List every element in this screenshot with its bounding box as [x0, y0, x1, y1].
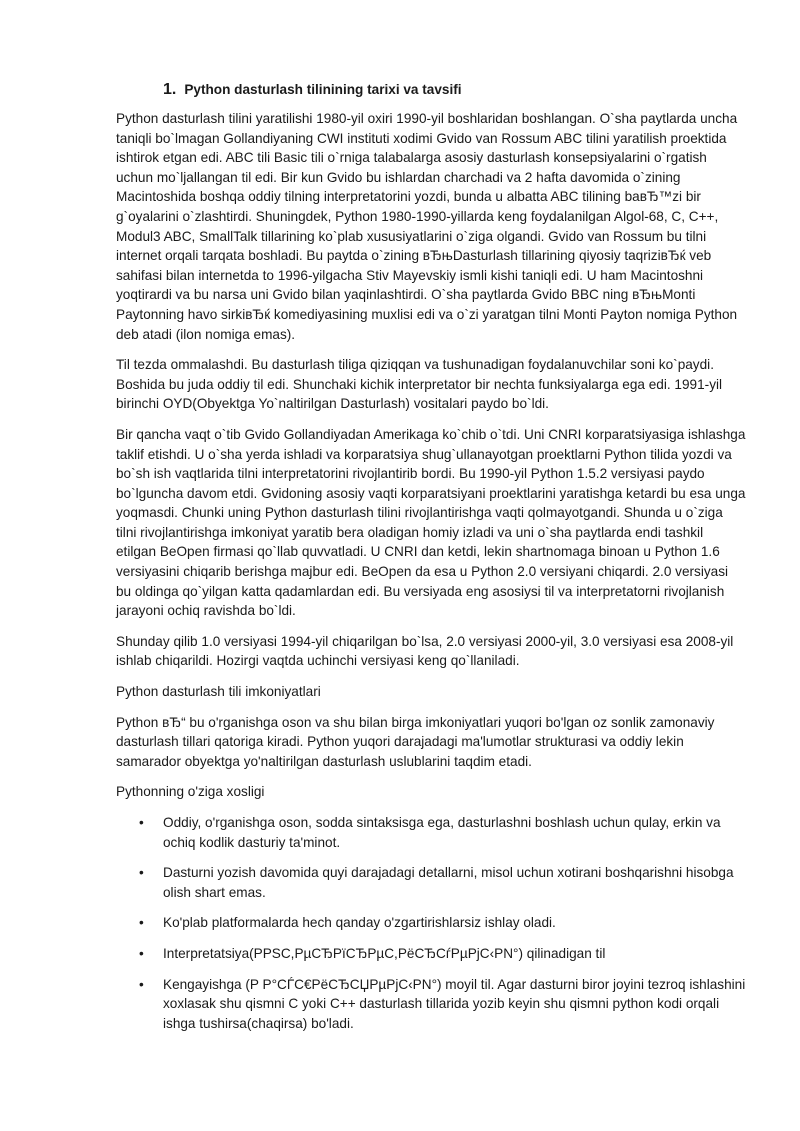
heading-number: 1.: [163, 81, 177, 98]
features-list: [116, 813, 746, 1033]
subheading-capabilities: Python dasturlash tili imkoniyatlari: [116, 684, 321, 700]
document-body: [116, 109, 746, 1044]
paragraph-versions: Shunday qilib 1.0 versiyasi 1994-yil chiqarilgan bo`lsa, 2.0 versiyasi 2000-yil, 3.0 versiyasi esa 2008-yil ishlab chiqarildi. Hozirgi vaqtda uchinchi versiyasi keng qo`llaniladi.: [116, 633, 734, 669]
list-item-text: Oddiy, o'rganishga oson, sodda sintaksisga ega, dasturlashni boshlash uchun qulay, erkin va ochiq kodlik dasturiy ta'minot.: [163, 815, 721, 850]
paragraph-capabilities: Python вЂ“ bu o'rganishga oson va shu bilan birga imkoniyatlari yuqori bo'lgan oz sonlik zamonaviy dasturlash tillari qatoriga kiradi. Python yuqori darajadagi ma'lumotlar strukturasi va oddiy lekin samarador obyektga yo'naltirilgan dasturlash uslublarini taqdim etadi.: [116, 714, 715, 769]
list-item-text: Kengayishga (P P°CЃC€PёCЂCЏPµPjC‹PN°) moyil til. Agar dasturni biror joyini tezroq ishlashini xoxlasak shu qismni C yoki C++ dasturlash tillarida yozib keyin shu qismni python kodi orqali ishga tushirsa(chaqirsa) bo'ladi.: [163, 976, 746, 1031]
bullet-icon: •: [139, 976, 144, 992]
heading-text: Python dasturlash tilinining tarixi va tavsifi: [184, 82, 462, 97]
paragraph-popularity: Til tezda ommalashdi. Bu dasturlash tiliga qiziqqan va tushunadigan foydalanuvchilar soni ko`paydi. Boshida bu juda oddiy til edi. Shunchaki kichik interpretator bir nechta funksiyalarga ega edi. 1991-yil birinchi OYD(Obyektga Yo`naltirilgan Dasturlash) vositalari paydo bo`ldi.: [116, 357, 723, 412]
paragraph-history-origin: Python dasturlash tilini yaratilishi 1980-yil oxiri 1990-yil boshlaridan boshlangan. O`sha paytlarda uncha taniqli bo`lmagan Gollandiyaning CWI instituti xodimi Gvido van Rossum ABC tilini yaratilish proektida ishtirok etgan edi. ABC tili Basic tili o`rniga talabalarga asosiy dasturlash konsepsiyalarini o`rgatish uchun mo`ljallangan til edi. Bir kun Gvido bu ishlardan charchadi va 2 hafta davomida o`zining Macintoshida boshqa oddiy tilning interpretatorini yozdi, bunda u albatta ABC tilining baвЂ™zi bir g`oyalarini o`zlashtirdi. Shuningdek, Python 1980-1990-yillarda keng foydalanilgan Algol-68, C, C++, Modul3 ABC, SmallTalk tillarining ko`plab xususiyatlarini o`ziga olgandi. Gvido van Rossum bu tilni internet orqali tarqata boshladi. Bu paytda o`zining вЂњDasturlash tillarining qiyosiy taqriziвЂќ veb sahifasi bilan internetda to 1996-yilgacha Stiv Mayevskiy ismli kishi taniqli edi. U ham Macintoshni yoqtirardi va bu narsa uni Gvido bilan yaqinlashtirdi. O`sha paytlarda Gvido BBC ning вЂњMonti Paytonning havo sirkiвЂќ komediyasining muxlisi edi va o`zi yaratgan tilni Monti Payton nomiga Python deb atadi (ilon nomiga emas).: [116, 111, 738, 342]
subheading-features: Pythonning o'ziga xosligi: [116, 784, 265, 800]
list-item: [116, 975, 746, 1034]
list-item-text: Ko'plab platformalarda hech qanday o'zgartirishlarsiz ishlay oladi.: [163, 915, 556, 931]
bullet-icon: •: [139, 945, 144, 961]
list-item: [116, 944, 746, 964]
list-item-text: Dasturni yozish davomida quyi darajadagi detallarni, misol uchun xotirani boshqarishni hisobga olish shart emas.: [163, 865, 734, 900]
list-item: [116, 863, 746, 902]
list-item: [116, 913, 746, 933]
list-item: [116, 813, 746, 852]
bullet-icon: •: [139, 815, 144, 830]
section-heading: [163, 80, 462, 100]
paragraph-america: Bir qancha vaqt o`tib Gvido Gollandiyadan Amerikaga ko`chib o`tdi. Uni CNRI korparatsiyasiga ishlashga taklif etishdi. U o`sha yerda ishladi va korparatsiya shug`ullanayotgan proektlarni Python tilida yozdi va bo`sh ish vaqtlarida tilni interpretatorini rivojlantirib bordi. Bu 1990-yil Python 1.5.2 versiyasi paydo bo`lguncha davom etdi. Gvidoning asosiy vaqti korparatsiyani proektlarini yaratishga ketardi bu esa unga yoqmasdi. Chunki uning Python dasturlash tilini rivojlantirishga vaqti qolmayotgandi. Shunda u o`ziga tilni rivojlantirishga imkoniyat yaratib bera oladigan homiy izladi va uni o`sha paytlarda endi tashkil etilgan BeOpen firmasi qo`llab quvvatladi. U CNRI dan ketdi, lekin shartnomaga binoan u Python 1.6 versiyasini chiqarib berishga majbur edi. BeOpen da esa u Python 2.0 versiyani chiqardi. 2.0 versiyasi bu oldinga qo`yilgan katta qadamlardan edi. Bu versiyada eng asosiysi til va interpretatorni rivojlanish jarayoni ochiq ravishda bo`ldi.: [116, 426, 746, 619]
bullet-icon: •: [139, 865, 144, 881]
list-item-text: Interpretatsiya(PPSC,PµCЂPїCЂPµC,PёCЂCѓPµPjC‹PN°) qilinadigan til: [163, 945, 606, 961]
bullet-icon: •: [139, 915, 144, 931]
